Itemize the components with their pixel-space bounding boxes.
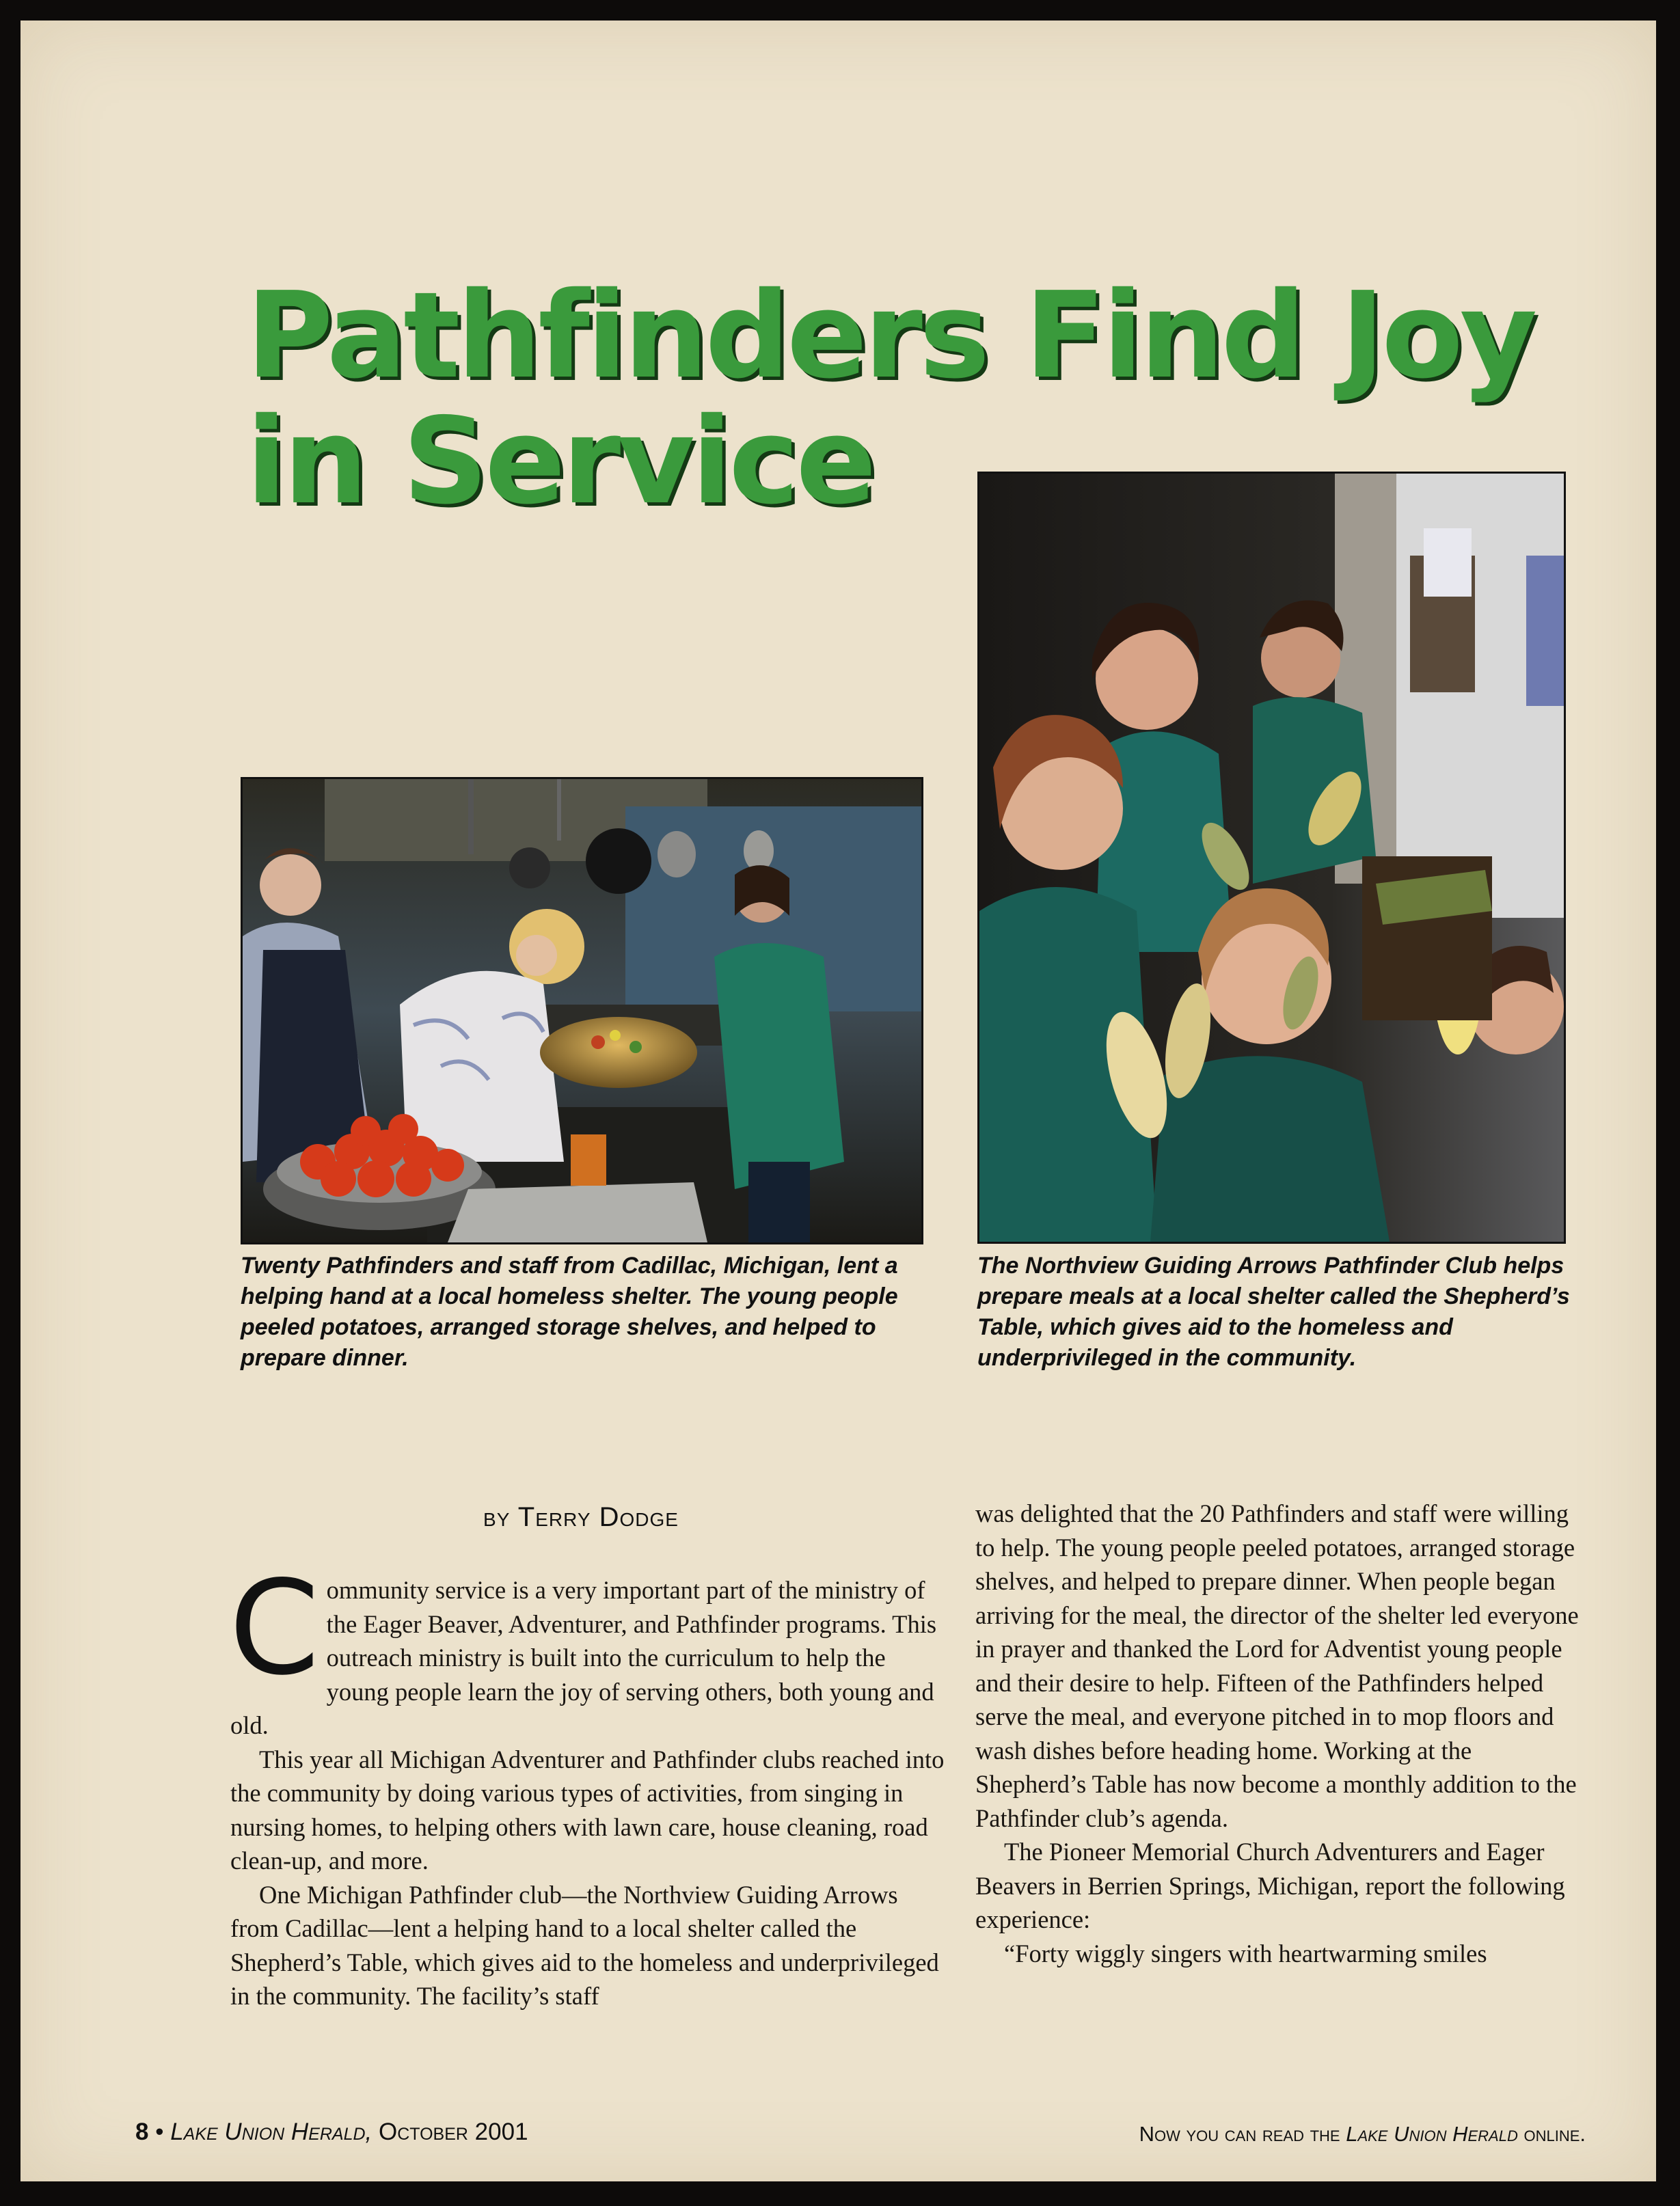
paragraph-3-continued: was delighted that the 20 Pathfinders and staff were willing to help. The young people peeled potatoes, arranged storage shelves, and helped to prepare dinner. When people began arriving for the meal, the director of the shelter led everyone in prayer and thanked the Lord for Adventist young people and their desire to help. Fifteen of the Pathfinders helped serve the meal, and everyone pitched in to mop floors and wash dishes before heading home. Working at the Shepherd’s Table has now become a monthly addition to the Pathfinder club’s agenda. — [975, 1499, 1579, 1832]
footer-bullet: • — [155, 2119, 164, 2145]
article-column-1 — [229, 1553, 948, 2013]
corn-photo — [977, 472, 1566, 1244]
footer-online-after: online. — [1523, 2122, 1586, 2146]
paragraph-5: “Forty wiggly singers with heartwarming smiles — [1004, 1939, 1487, 1967]
footer-online-note — [1005, 2122, 1586, 2147]
drop-cap: C — [229, 1553, 320, 1704]
title-line-1: Pathfinders Find Joy — [246, 267, 1534, 405]
paragraph-4: The Pioneer Memorial Church Adventurers and Eager Beavers in Berrien Springs, Michigan, report the following experience: — [975, 1838, 1565, 1933]
corn-photo-image — [979, 474, 1564, 1242]
corn-photo-caption: The Northview Guiding Arrows Pathfinder Club helps prepare meals at a local shelter called the Shepherd’s Table, which gives aid to the homeless and underprivileged in the community. — [977, 1253, 1570, 1371]
footer-issue: October 2001 — [379, 2119, 528, 2145]
byline: by Terry Dodge — [483, 1502, 679, 1532]
article-column-2 — [975, 1497, 1584, 1970]
footer-online-publication: Lake Union Herald — [1346, 2122, 1518, 2146]
footer-folio — [135, 2119, 528, 2146]
paragraph-2: This year all Michigan Adventurer and Pathfinder clubs reached into the community by doing various types of activities, from singing in nursing homes, to helping others with lawn care, house cleaning, road clean-up, and more. — [230, 1745, 945, 1875]
paragraph-3: One Michigan Pathfinder club—the Northview Guiding Arrows from Cadillac—lent a helping hand to a local shelter called the Shepherd’s Table, which gives aid to the homeless and underprivileged in the community. The facility’s staff — [230, 1880, 939, 2010]
paragraph-1-text: ommunity service is a very important part of the ministry of the Eager Beaver, Adventurer, and Pathfinder programs. This outreach ministry is built into the curriculum to help the young people learn the joy of serving others, both young and old. — [230, 1576, 937, 1739]
kitchen-photo — [241, 777, 923, 1244]
title-line-2: in Service — [246, 392, 873, 531]
footer-online-before: Now you can read the — [1139, 2122, 1340, 2146]
kitchen-photo-image — [243, 779, 921, 1242]
kitchen-photo-caption: Twenty Pathfinders and staff from Cadillac, Michigan, lent a helping hand at a local homeless shelter. The young people peeled potatoes, arranged storage shelves, and helped to prepare dinner. — [241, 1253, 898, 1371]
paragraph-1 — [229, 1553, 948, 1743]
footer-publication: Lake Union Herald, — [170, 2119, 372, 2145]
magazine-page — [21, 21, 1656, 2181]
page-number: 8 — [135, 2119, 149, 2145]
